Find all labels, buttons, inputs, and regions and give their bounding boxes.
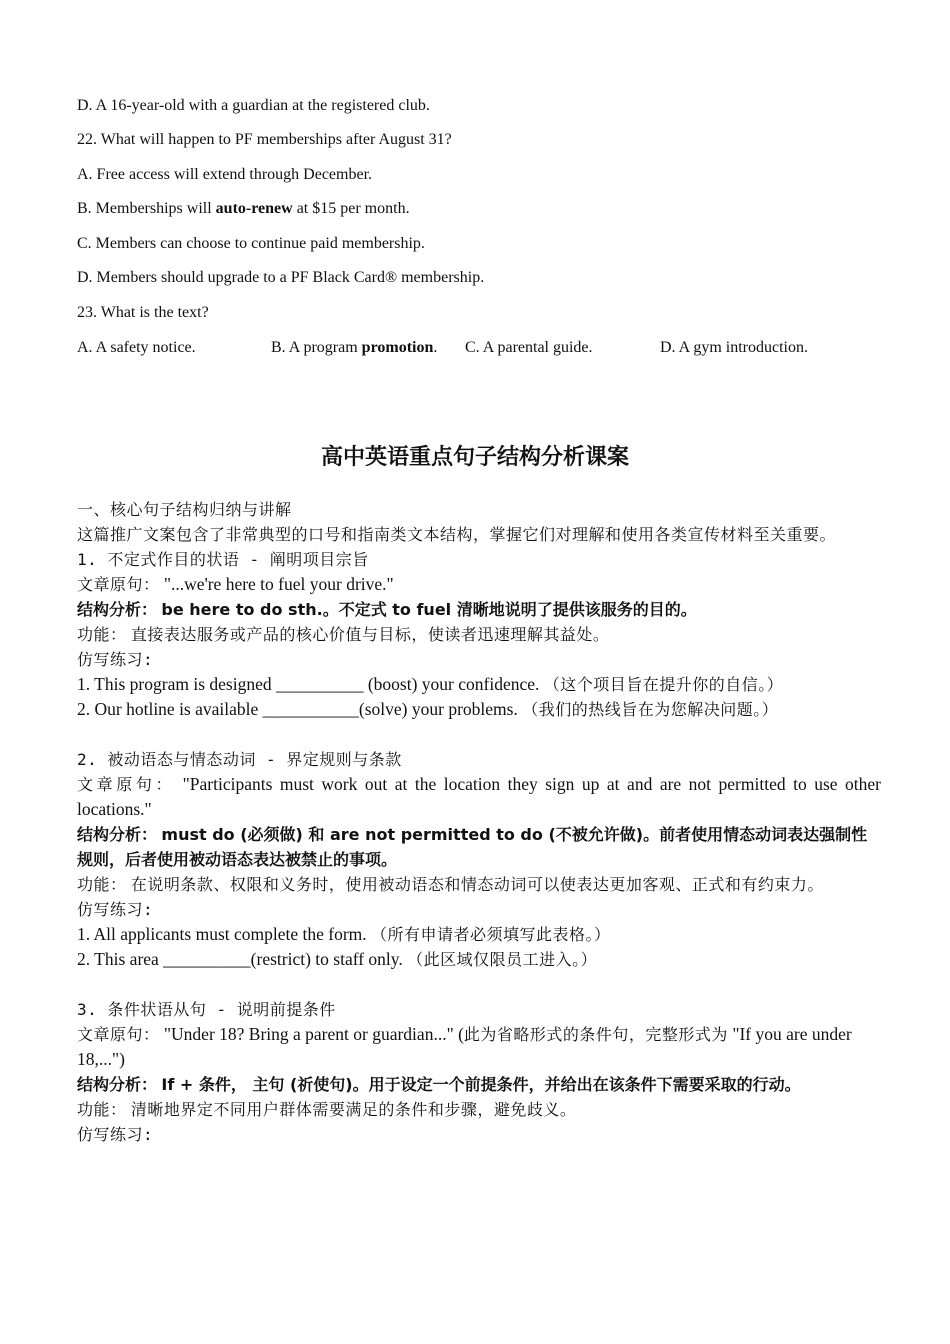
analysis-label: 结构分析： [77,1075,158,1094]
point1-ex1-en: 1. This program is designed __________ (boost) your confidence. [77,674,540,694]
point1-ex2-en: 2. Our hotline is available ___________(solve) your problems. [77,699,518,719]
point2-function-text: 在说明条款、权限和义务时，使用被动语态和情态动词可以使表达更加客观、正式和有约束力。 [130,875,824,894]
q23-option-b-bold: promotion [361,339,434,356]
point1-original [77,572,881,597]
q22-option-b [77,199,410,219]
point3-analysis-text: If + 条件， 主句 (祈使句)。用于设定一个前提条件，并给出在该条件下需要采取的行动。 [161,1075,801,1094]
point2-original [77,772,881,822]
point2-heading: 2. 被动语态与情态动词 - 界定规则与条款 [77,750,402,769]
point1-exercise-1 [77,672,881,697]
point3-function [77,1097,881,1122]
lesson-title: 高中英语重点句子结构分析课案 [320,444,629,470]
point2-function [77,872,881,897]
point2-exercise-2 [77,947,881,972]
point3-heading: 3. 条件状语从句 - 说明前提条件 [77,1000,336,1019]
point3-analysis [77,1072,881,1097]
point1-heading: 1. 不定式作目的状语 - 阐明项目宗旨 [77,550,369,569]
q23-question: 23. What is the text? [77,304,209,321]
q22-option-b-pre: B. Memberships will [77,200,216,217]
q23-option-b [271,338,437,358]
q23-option-a: A. A safety notice. [77,339,196,356]
intro-paragraph: 这篇推广文案包含了非常典型的口号和指南类文本结构，掌握它们对理解和使用各类宣传材料至关重要。 [77,525,837,544]
q22-option-b-post: at $15 per month. [292,200,410,217]
point1-function-text: 直接表达服务或产品的核心价值与目标，使读者迅速理解其益处。 [130,625,610,644]
point3-original [77,1022,881,1072]
q22-option-a: A. Free access will extend through December. [77,166,373,183]
point2-ex2-en: 2. This area __________(restrict) to staff only. [77,949,403,969]
section1-heading: 一、核心句子结构归纳与讲解 [77,500,292,519]
function-label: 功能： [77,625,127,644]
point2-ex2-cn: （此区域仅限员工进入。） [407,950,598,969]
q23-option-d: D. A gym introduction. [660,339,808,356]
point3-original-cn: 此为省略形式的条件句，完整形式为 [463,1025,728,1044]
lesson-body [77,497,881,1147]
q22-option-b-bold: auto-renew [215,200,293,217]
spacer [77,722,881,747]
spacer [77,972,881,997]
point2-original-text: "Participants must work out at the location they sign up at and are not permitted to use other locations." [77,774,881,819]
point1-ex2-cn: （我们的热线旨在为您解决问题。） [522,700,779,719]
practice-label: 仿写练习: [77,1125,154,1144]
practice-label: 仿写练习: [77,900,154,919]
q22-option-d: D. Members should upgrade to a PF Black Card® membership. [77,269,485,286]
point1-original-text: "...we're here to fuel your drive." [163,574,394,594]
original-label: 文章原句： [77,1025,160,1044]
function-label: 功能： [77,1100,127,1119]
point2-analysis-text: must do (必须做) 和 are not permitted to do (不被允许做)。前者使用情态动词表达强制性规则，后者使用被动语态表达被禁止的事项。 [77,825,868,869]
q21-option-d: D. A 16-year-old with a guardian at the registered club. [77,97,430,114]
original-label: 文章原句： [77,775,176,794]
point2-ex1-cn: （所有申请者必须填写此表格。） [371,925,611,944]
q22-option-c: C. Members can choose to continue paid membership. [77,235,425,252]
function-label: 功能： [77,875,127,894]
point1-analysis [77,597,881,622]
analysis-label: 结构分析： [77,600,158,619]
practice-label: 仿写练习: [77,650,154,669]
q22-question: 22. What will happen to PF memberships after August 31? [77,131,452,148]
q23-option-b-pre: B. A program [271,339,362,356]
point1-exercise-2 [77,697,881,722]
point3-function-text: 清晰地界定不同用户群体需要满足的条件和步骤，避免歧义。 [130,1100,577,1119]
analysis-label: 结构分析： [77,825,158,844]
q23-option-c: C. A parental guide. [465,339,593,356]
point1-ex1-cn: （这个项目旨在提升你的自信。） [543,675,784,694]
point3-original-en2: "If you are under 18,...") [77,1024,852,1069]
point3-original-en: "Under 18? Bring a parent or guardian..." ( [163,1024,464,1044]
point2-analysis [77,822,881,872]
point2-ex1-en: 1. All applicants must complete the form. [77,924,367,944]
point1-function [77,622,881,647]
original-label: 文章原句： [77,575,160,594]
q23-option-b-post: . [433,339,438,356]
point2-exercise-1 [77,922,881,947]
point1-analysis-text: be here to do sth.。不定式 to fuel 清晰地说明了提供该服务的目的。 [161,600,697,619]
